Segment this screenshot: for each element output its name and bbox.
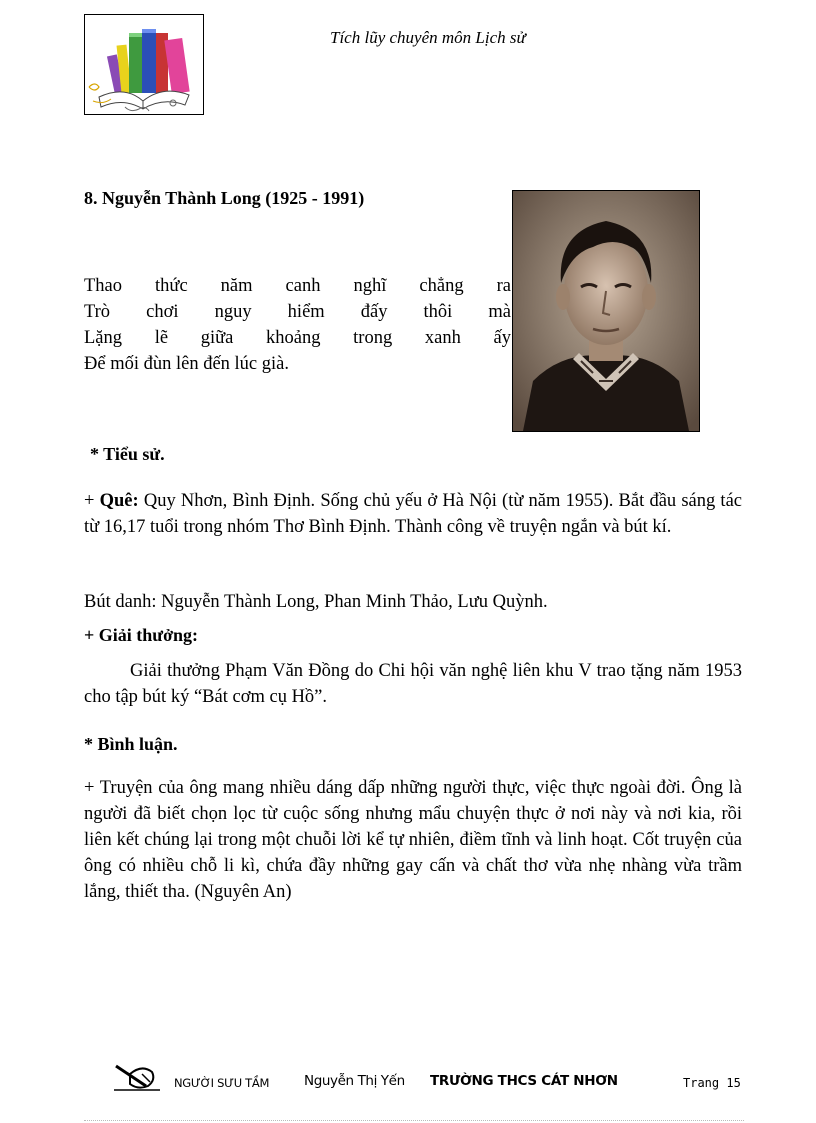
hometown-prefix: + <box>84 491 100 511</box>
footer-author: Nguyễn Thị Yến <box>304 1073 405 1089</box>
section-title: 8. Nguyễn Thành Long (1925 - 1991) <box>84 188 365 208</box>
page-number: Trang 15 <box>683 1076 741 1090</box>
footer-divider <box>84 1120 744 1121</box>
poem-line: Lặng lẽ giữa khoảng trong xanh ấy <box>84 328 511 348</box>
footer-collector-label: NGƯỜI SƯU TẦM <box>174 1076 270 1090</box>
hometown-text: Quy Nhơn, Bình Định. Sống chủ yếu ở Hà Nội (từ năm 1955). Bắt đầu sáng tác từ 16,17 tuổi trong nhóm Thơ Bình Định. Thành công về truyện ngắn và bút kí. <box>84 491 742 537</box>
portrait-photo <box>512 190 700 432</box>
poem-line: Để mối đùn lên đến lúc già. <box>84 354 289 374</box>
header-logo <box>84 14 204 115</box>
quill-icon <box>112 1060 162 1094</box>
hometown-label: Quê: <box>99 491 139 511</box>
books-stack-icon <box>85 15 203 114</box>
footer-school: TRƯỜNG THCS CÁT NHƠN <box>430 1073 618 1089</box>
awards-heading: + Giải thưởng: <box>84 625 199 645</box>
header-title: Tích lũy chuyên môn Lịch sử <box>330 28 526 47</box>
poem <box>84 273 511 377</box>
awards-text: Giải thưởng Phạm Văn Đồng do Chi hội văn nghệ liên khu V trao tặng năm 1953 cho tập bút ký “Bát cơm cụ Hồ”. <box>84 661 742 707</box>
poem-line: Thao thức năm canh nghĩ chẳng ra <box>84 276 511 296</box>
bio-heading: * Tiểu sử. <box>90 444 165 464</box>
hometown-paragraph <box>84 488 742 540</box>
poem-line: Trò chơi nguy hiểm đấy thôi mà <box>84 302 511 322</box>
pen-names: Bút danh: Nguyễn Thành Long, Phan Minh Thảo, Lưu Quỳnh. <box>84 592 548 612</box>
commentary-text: + Truyện của ông mang nhiều dáng dấp những người thực, việc thực ngoài đời. Ông là người đã biết chọn lọc từ cuộc sống nhưng mẩu chuyện thực ở nơi này và nơi kia, rồi liên kết chúng lại trong một chuỗi lời kể tự nhiên, điềm tĩnh và linh hoạt. Cốt truyện của ông có nhiều chỗ li kì, chứa đầy những gay cấn và chất thơ vừa nhẹ nhàng vừa trầm lắng, thiết tha. (Nguyên An) <box>84 778 742 902</box>
commentary-heading: * Bình luận. <box>84 734 178 754</box>
